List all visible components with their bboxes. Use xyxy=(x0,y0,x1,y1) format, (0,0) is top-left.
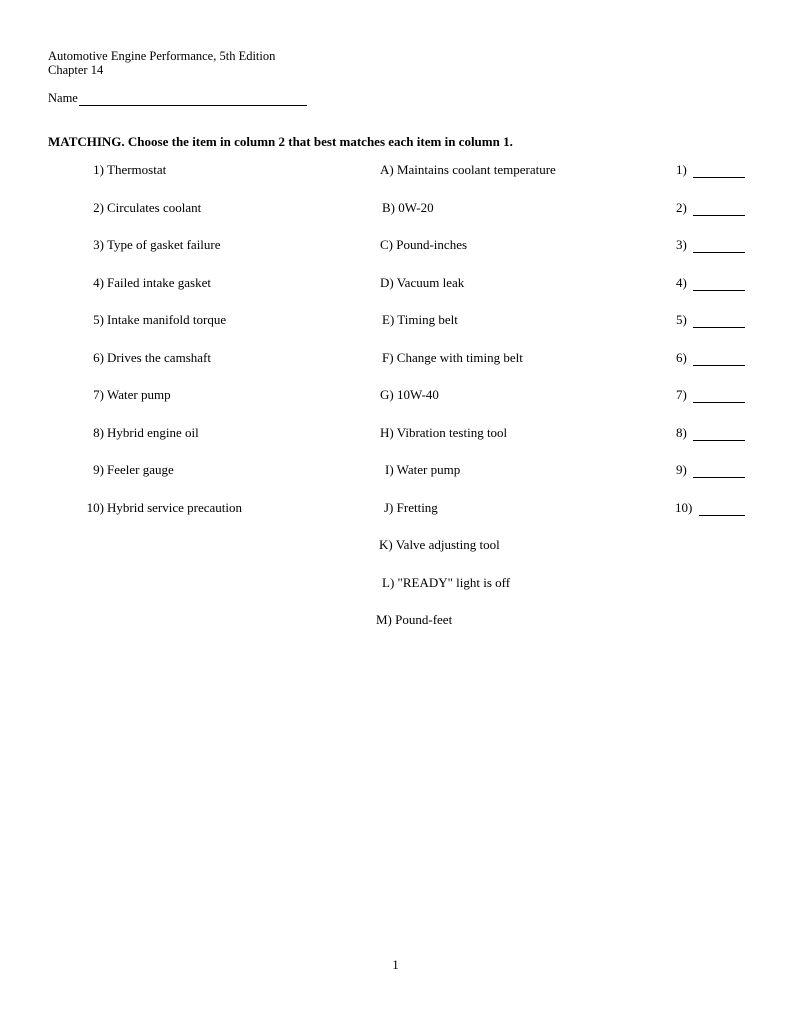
answer-number: 6) xyxy=(676,350,687,365)
column1-term: Type of gasket failure xyxy=(107,237,221,252)
answer-blank[interactable] xyxy=(693,440,745,441)
matching-row xyxy=(0,425,791,445)
column2-definition: L) "READY" light is off xyxy=(382,575,511,590)
column1-term: Failed intake gasket xyxy=(107,275,211,290)
column1-number: 5) xyxy=(93,312,104,327)
column1-number: 10) xyxy=(86,500,104,515)
column1-term: Hybrid engine oil xyxy=(107,425,199,440)
column1-term: Water pump xyxy=(107,387,171,402)
column2-definition: H) Vibration testing tool xyxy=(380,425,508,440)
book-title: Automotive Engine Performance, 5th Edition xyxy=(48,49,276,63)
column1-term: Thermostat xyxy=(107,162,167,177)
matching-row xyxy=(0,312,791,332)
column1-term: Circulates coolant xyxy=(107,200,202,215)
name-field[interactable] xyxy=(48,91,307,106)
column1-number: 1) xyxy=(93,162,104,177)
column1-number: 6) xyxy=(93,350,104,365)
answer-blank[interactable] xyxy=(693,252,745,253)
answer-number: 2) xyxy=(676,200,687,215)
instructions: MATCHING. Choose the item in column 2 that best matches each item in column 1. xyxy=(48,134,513,149)
answer-number: 10) xyxy=(675,500,693,515)
matching-row xyxy=(0,275,791,295)
answer-number: 8) xyxy=(676,425,687,440)
name-label: Name xyxy=(48,91,78,105)
column1-number: 2) xyxy=(93,200,104,215)
answer-number: 5) xyxy=(676,312,687,327)
matching-row xyxy=(0,350,791,370)
column1-number: 8) xyxy=(93,425,104,440)
answer-blank[interactable] xyxy=(693,290,745,291)
page-number: 1 xyxy=(392,957,399,972)
answer-number: 9) xyxy=(676,462,687,477)
column2-definition: I) Water pump xyxy=(385,462,461,477)
column2-definition: D) Vacuum leak xyxy=(380,275,465,290)
column2-definition: B) 0W-20 xyxy=(382,200,434,215)
chapter-label: Chapter 14 xyxy=(48,63,104,77)
answer-blank[interactable] xyxy=(693,327,745,328)
matching-row xyxy=(0,537,791,557)
matching-row xyxy=(0,387,791,407)
matching-row xyxy=(0,575,791,595)
column1-term: Feeler gauge xyxy=(107,462,174,477)
answer-blank[interactable] xyxy=(699,515,745,516)
matching-row xyxy=(0,462,791,482)
column2-definition: E) Timing belt xyxy=(382,312,458,327)
column2-definition: C) Pound-inches xyxy=(380,237,468,252)
column2-definition: A) Maintains coolant temperature xyxy=(380,162,556,177)
column1-number: 4) xyxy=(93,275,104,290)
answer-number: 4) xyxy=(676,275,687,290)
column2-definition: G) 10W-40 xyxy=(380,387,439,402)
answer-blank[interactable] xyxy=(693,215,745,216)
matching-row xyxy=(0,612,791,632)
column1-number: 7) xyxy=(93,387,104,402)
name-blank-line[interactable] xyxy=(79,93,307,106)
answer-number: 7) xyxy=(676,387,687,402)
column1-number: 3) xyxy=(93,237,104,252)
column1-number: 9) xyxy=(93,462,104,477)
matching-row xyxy=(0,500,791,520)
answer-number: 3) xyxy=(676,237,687,252)
matching-row xyxy=(0,237,791,257)
column1-term: Drives the camshaft xyxy=(107,350,211,365)
answer-number: 1) xyxy=(676,162,687,177)
matching-row xyxy=(0,162,791,182)
column1-term: Intake manifold torque xyxy=(107,312,227,327)
answer-blank[interactable] xyxy=(693,477,745,478)
column2-definition: J) Fretting xyxy=(384,500,438,515)
matching-row xyxy=(0,200,791,220)
column2-definition: K) Valve adjusting tool xyxy=(379,537,500,552)
column2-definition: F) Change with timing belt xyxy=(382,350,523,365)
column1-term: Hybrid service precaution xyxy=(107,500,243,515)
column2-definition: M) Pound-feet xyxy=(376,612,453,627)
answer-blank[interactable] xyxy=(693,177,745,178)
answer-blank[interactable] xyxy=(693,365,745,366)
answer-blank[interactable] xyxy=(693,402,745,403)
